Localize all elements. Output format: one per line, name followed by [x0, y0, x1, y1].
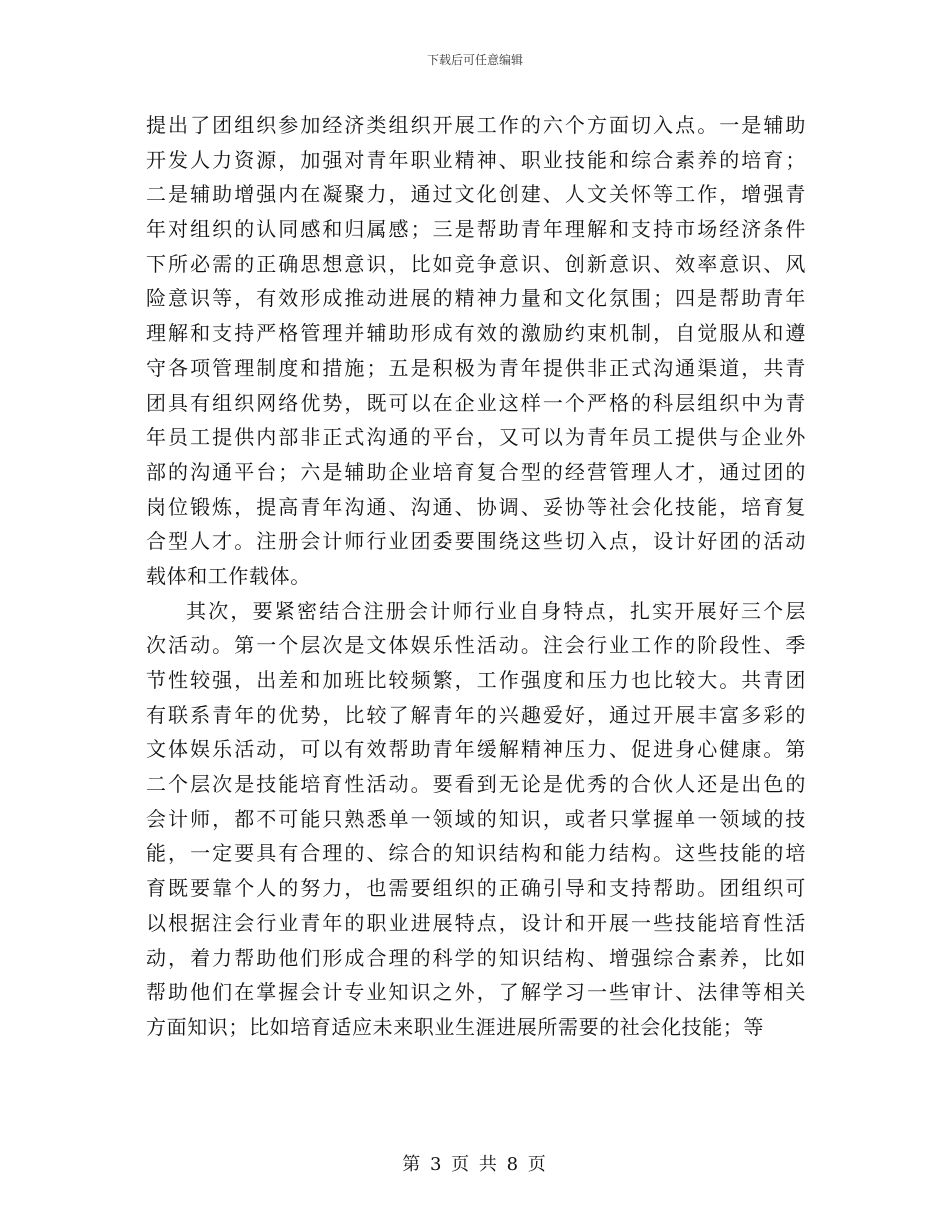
text-line: 节性较强，出差和加班比较频繁，工作强度和压力也比较大。共青团	[146, 668, 806, 692]
text-line: 育既要靠个人的努力，也需要组织的正确引导和支持帮助。团组织可	[146, 876, 806, 901]
text-line: 二个层次是技能培育性活动。要看到无论是优秀的合伙人还是出色的	[146, 772, 806, 797]
text-line: 方面知识；比如培育适应未来职业生涯进展所需要的社会化技能；等	[146, 1014, 764, 1039]
text-line: 动，着力帮助他们形成合理的科学的知识结构、增强综合素养，比如	[146, 945, 806, 970]
text-line: 开发人力资源，加强对青年职业精神、职业技能和综合素养的培育；	[146, 147, 806, 172]
text-line: 以根据注会行业青年的职业进展特点，设计和开展一些技能培育性活	[146, 910, 806, 935]
text-line: 载体和工作载体。	[146, 563, 311, 588]
text-line: 文体娱乐活动，可以有效帮助青年缓解精神压力、促进身心健康。第	[146, 737, 806, 762]
page-header-note: 下载后可任意编辑	[426, 53, 523, 67]
document-body	[146, 108, 806, 1045]
text-line: 合型人才。注册会计师行业团委要围绕这些切入点，设计好团的活动	[146, 529, 806, 554]
paragraph	[146, 108, 806, 594]
text-line: 次活动。第一个层次是文体娱乐性活动。注会行业工作的阶段性、季	[146, 633, 806, 658]
text-line: 团具有组织网络优势，既可以在企业这样一个严格的科层组织中为青	[146, 390, 806, 415]
text-line: 岗位锻炼，提高青年沟通、沟通、协调、妥协等社会化技能，培育复	[146, 494, 806, 519]
text-line: 会计师，都不可能只熟悉单一领域的知识，或者只掌握单一领域的技	[146, 806, 806, 831]
text-line: 年对组织的认同感和归属感；三是帮助青年理解和支持市场经济条件	[146, 217, 806, 242]
text-line: 险意识等，有效形成推动进展的精神力量和文化氛围；四是帮助青年	[146, 286, 806, 311]
text-line: 理解和支持严格管理并辅助形成有效的激励约束机制，自觉服从和遵	[146, 321, 806, 346]
paragraph	[146, 594, 806, 1045]
text-line: 能，一定要具有合理的、综合的知识结构和能力结构。这些技能的培	[146, 841, 806, 866]
text-line: 年员工提供内部非正式沟通的平台，又可以为青年员工提供与企业外	[146, 425, 806, 450]
text-line: 部的沟通平台；六是辅助企业培育复合型的经营管理人才，通过团的	[146, 459, 806, 484]
text-line: 有联系青年的优势，比较了解青年的兴趣爱好，通过开展丰富多彩的	[146, 702, 806, 727]
text-line: 守各项管理制度和措施；五是积极为青年提供非正式沟通渠道，共青	[146, 355, 806, 380]
page-number-footer: 第 3 页 共 8 页	[402, 1154, 548, 1175]
text-line: 二是辅助增强内在凝聚力，通过文化创建、人文关怀等工作，增强青	[146, 182, 806, 207]
text-line: 提出了团组织参加经济类组织开展工作的六个方面切入点。一是辅助	[146, 113, 806, 137]
text-line: 其次，要紧密结合注册会计师行业自身特点，扎实开展好三个层	[186, 598, 806, 623]
text-line: 帮助他们在掌握会计专业知识之外，了解学习一些审计、法律等相关	[146, 980, 806, 1005]
text-line: 下所必需的正确思想意识，比如竞争意识、创新意识、效率意识、风	[146, 251, 806, 276]
